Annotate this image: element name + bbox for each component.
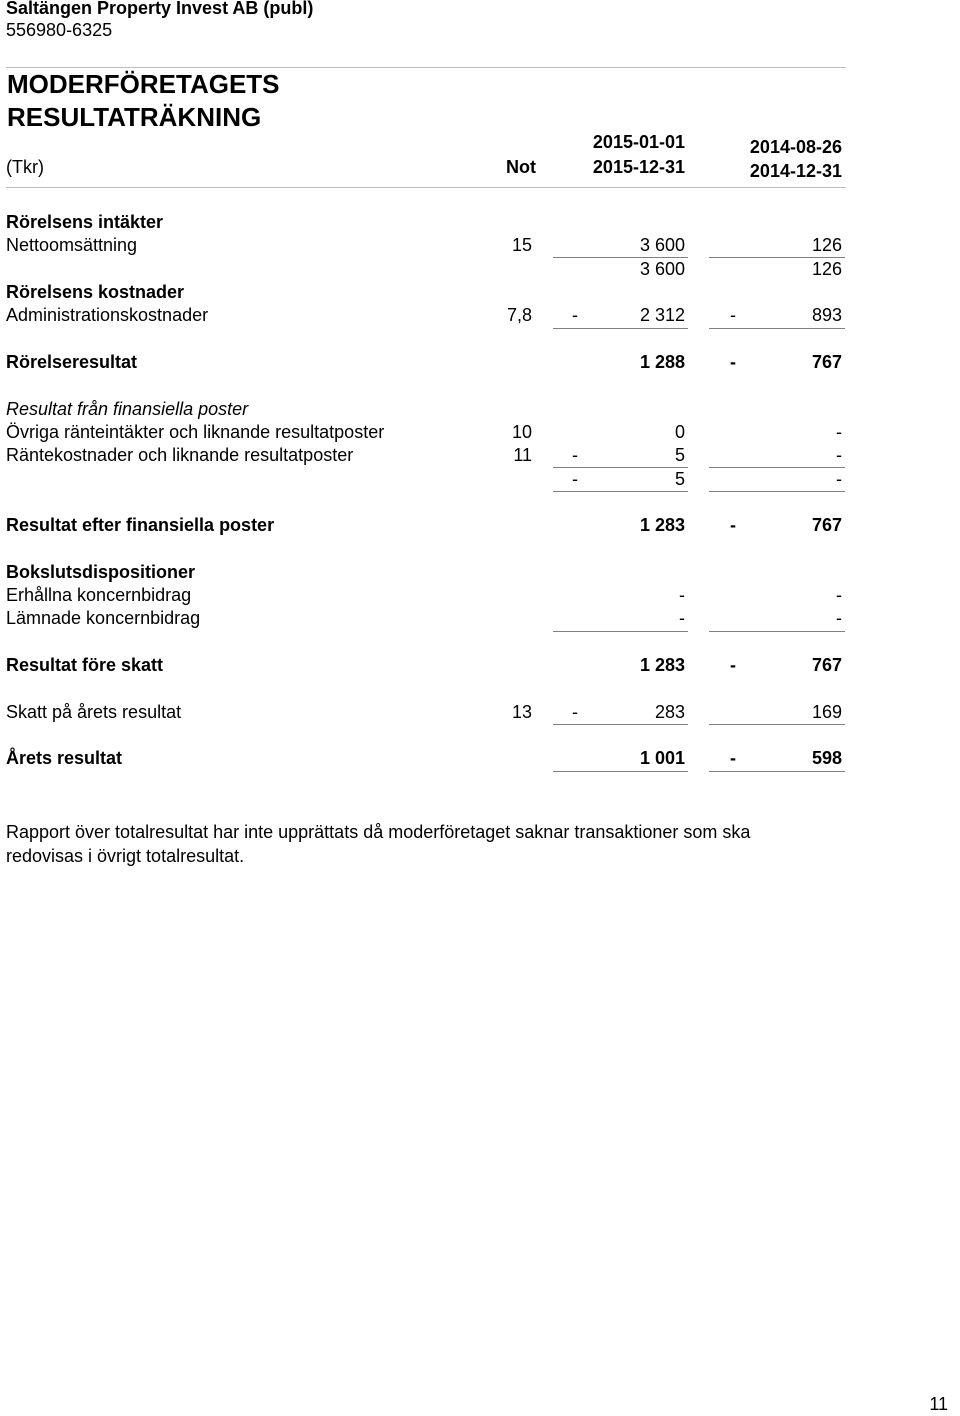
heading-operating-costs [0, 281, 960, 304]
current-value: 1 283 [639, 515, 685, 535]
page-title-line2: RESULTATRÄKNING [7, 102, 262, 132]
current-value: 1 283 [639, 655, 685, 675]
row-label: Årets resultat [6, 748, 123, 768]
current-value: 3 600 [639, 235, 685, 255]
row-tax [0, 701, 960, 724]
row-label: Rörelseresultat [6, 352, 138, 372]
sum-line-prior [709, 491, 845, 492]
prior-value: 767 [811, 515, 842, 535]
prior-value: 126 [811, 259, 842, 279]
row-result-after-financial [0, 514, 960, 537]
row-label: Lämnade koncernbidrag [6, 608, 201, 628]
current-value: - [679, 585, 685, 605]
current-value: 0 [674, 422, 685, 442]
prior-period-start: 2014-08-26 [749, 137, 842, 157]
sum-line-prior [709, 328, 845, 329]
heading-operating-income [0, 211, 960, 234]
sum-line-current [553, 631, 688, 632]
prior-value: 893 [811, 305, 842, 325]
unit-label: (Tkr) [6, 157, 44, 177]
prior-value: 598 [811, 748, 842, 768]
current-value: 5 [674, 445, 685, 465]
sum-line-current [553, 724, 688, 725]
column-header-divider [6, 187, 846, 188]
current-value: 3 600 [639, 259, 685, 279]
row-label: Räntekostnader och liknande resultatposter [6, 445, 354, 465]
row-operating-income-sum [0, 258, 960, 281]
row-label: Resultat före skatt [6, 655, 164, 675]
sum-line-prior [709, 724, 845, 725]
row-label: Rörelsens kostnader [6, 282, 185, 302]
heading-financial-items [0, 398, 960, 421]
heading-appropriations [0, 561, 960, 584]
prior-value: - [836, 422, 842, 442]
row-note: 7,8 [506, 305, 532, 325]
row-label: Nettoomsättning [6, 235, 138, 255]
row-financial-sum [0, 468, 960, 491]
prior-sign: - [730, 352, 736, 372]
sum-line-current [553, 491, 688, 492]
prior-value: 767 [811, 655, 842, 675]
row-label: Övriga ränteintäkter och liknande resultatposter [6, 422, 385, 442]
prior-sign: - [730, 305, 736, 325]
row-label: Administrationskostnader [6, 305, 209, 325]
footer-note: Rapport över totalresultat har inte upprättats då moderföretaget saknar transaktioner som ska redovisas i övrigt totalresultat. [6, 822, 751, 866]
row-label: Erhållna koncernbidrag [6, 585, 192, 605]
current-sign: - [572, 305, 578, 325]
current-value: 2 312 [639, 305, 685, 325]
company-name: Saltängen Property Invest AB (publ) [6, 0, 314, 18]
current-sign: - [572, 445, 578, 465]
row-label: Resultat från finansiella poster [6, 399, 249, 419]
current-sign: - [572, 469, 578, 489]
prior-period-end: 2014-12-31 [749, 161, 842, 181]
current-value: 1 001 [639, 748, 685, 768]
current-value: 5 [674, 469, 685, 489]
current-value: 1 288 [639, 352, 685, 372]
prior-sign: - [730, 748, 736, 768]
prior-value: - [836, 445, 842, 465]
prior-value: - [836, 469, 842, 489]
row-net-sales [0, 234, 960, 257]
current-period-start: 2015-01-01 [592, 132, 685, 152]
prior-value: 126 [811, 235, 842, 255]
total-line-current [553, 771, 688, 772]
sum-line-prior [709, 631, 845, 632]
row-group-contrib-received [0, 584, 960, 607]
row-interest-income [0, 421, 960, 444]
row-label: Rörelsens intäkter [6, 212, 164, 232]
current-value: - [679, 608, 685, 628]
row-note: 11 [513, 445, 532, 465]
current-sign: - [572, 702, 578, 722]
row-group-contrib-given [0, 607, 960, 630]
prior-value: - [836, 608, 842, 628]
row-note: 13 [511, 702, 532, 722]
row-operating-result [0, 351, 960, 374]
prior-sign: - [730, 655, 736, 675]
current-period-end: 2015-12-31 [592, 157, 685, 177]
row-note: 15 [511, 235, 532, 255]
prior-sign: - [730, 515, 736, 535]
note-column-header: Not [506, 157, 536, 177]
prior-value: 767 [811, 352, 842, 372]
prior-value: 169 [811, 702, 842, 722]
row-net-result [0, 747, 960, 770]
current-value: 283 [654, 702, 685, 722]
row-label: Resultat efter finansiella poster [6, 515, 275, 535]
row-admin-costs [0, 304, 960, 327]
row-interest-expense [0, 444, 960, 467]
row-result-before-tax [0, 654, 960, 677]
sum-line-current [553, 328, 688, 329]
row-label: Skatt på årets resultat [6, 702, 182, 722]
org-number: 556980-6325 [6, 20, 113, 40]
total-line-prior [709, 771, 845, 772]
page-title-line1: MODERFÖRETAGETS [7, 69, 280, 99]
row-note: 10 [511, 422, 532, 442]
prior-value: - [836, 585, 842, 605]
row-label: Bokslutsdispositioner [6, 562, 196, 582]
page-number: 11 [929, 1394, 948, 1414]
